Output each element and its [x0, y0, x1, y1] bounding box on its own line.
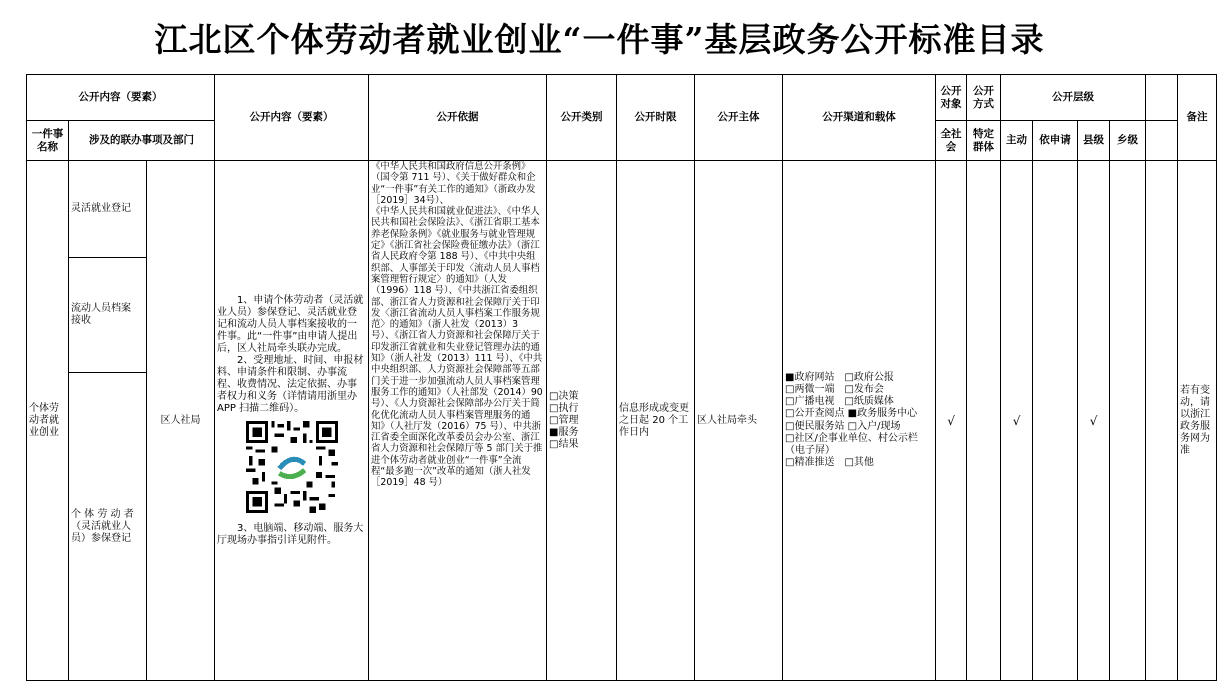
- sub-item-3: 个 体 劳 动 者 （灵活就业人 员）参保登记: [69, 373, 147, 681]
- content-text-1: 1、申请个体劳动者（灵活就业人员）参保登记、灵活就业登记和流动人员人事档案接收的一件事。此“一件事”由申请人提出后，区人社局牵头联办完成。 2、受理地址、时间、申报材料、申请条件和限制、办事流程、收费情况、法定依据、办事者权力和义务（详情请用浙里办 APP 扫描二维码）。: [217, 294, 364, 414]
- header-target: 公开 对象: [936, 75, 967, 121]
- header-linked-items: 涉及的联办事项及部门: [69, 121, 215, 161]
- header-time-limit: 公开时限: [617, 75, 695, 161]
- target-all-cell: √: [936, 161, 967, 681]
- header-channel: 公开渠道和载体: [783, 75, 936, 161]
- content-cell: [215, 161, 369, 681]
- level-county-cell: √: [1078, 161, 1110, 681]
- channel-cell: ■政府网站 □政府公报 □两微一端 □发布会 □广播电视 □纸质媒体 □公开查阅点 ■政务服务中心 □便民服务站 □入户/现场 □社区/企事业单位、村公示栏（电子屏） □精准推送 □其他: [783, 161, 936, 681]
- header-method-active: 主动: [1001, 121, 1033, 161]
- header-level: 公开层级: [1001, 75, 1146, 121]
- target-specific-cell: [967, 161, 1001, 681]
- header-subject: 公开主体: [695, 75, 783, 161]
- department-cell: 区人社局: [147, 161, 215, 681]
- sub-item-1: 灵活就业登记: [69, 161, 147, 258]
- header-target-all: 全社 会: [936, 121, 967, 161]
- header-target-specific: 特定 群体: [967, 121, 1001, 161]
- method-active-cell: √: [1001, 161, 1033, 681]
- header-content: 公开内容（要素）: [215, 75, 369, 161]
- catalog-table: [26, 74, 1217, 681]
- header-remark-top: [1146, 75, 1178, 121]
- header-method-request: 依申请: [1033, 121, 1078, 161]
- level-town-cell: [1110, 161, 1146, 681]
- header-basis: 公开依据: [369, 75, 547, 161]
- header-method: 公开 方式: [967, 75, 1001, 121]
- header-content-group: 公开内容（要素）: [27, 75, 215, 121]
- header-level-town: 乡级: [1110, 121, 1146, 161]
- time-limit-cell: 信息形成或变更之日起 20 个工作日内: [617, 161, 695, 681]
- content-text-2: 3、电脑端、移动端、服务大厅现场办事指引详见附件。: [217, 522, 364, 546]
- qr-code-icon: [246, 421, 338, 513]
- remark-cell: 若有变动，请以浙江政务服务网为准: [1178, 161, 1217, 681]
- category-cell: □决策 □执行 □管理 ■服务 □结果: [547, 161, 617, 681]
- header-level-county: 县级: [1078, 121, 1110, 161]
- sub-item-2: 流动人员档案 接收: [69, 258, 147, 373]
- item-name-cell: 个体劳 动者就 业创业: [27, 161, 69, 681]
- subject-cell: 区人社局牵头: [695, 161, 783, 681]
- header-item-name: 一件事 名称: [27, 121, 69, 161]
- header-remark: 备注: [1178, 75, 1217, 161]
- header-category: 公开类别: [547, 75, 617, 161]
- extra-cell: [1146, 161, 1178, 681]
- method-request-cell: [1033, 161, 1078, 681]
- basis-cell: 《中华人民共和国政府信息公开条例》（国令第 711 号）、《关于做好群众和企业“一件事”有关工作的通知》（浙政办发［2019］34号）、 《中华人民共和国就业促进法》、《中华人民共和国社会保险法》、《浙江省职工基本养老保险条例》《就业服务与就业管理规定》《浙江省社会保险费征缴办法》（浙江省人民政府令第 188 号）、《中共中央组织部、人事部关于印发〈流动人员人事档案管理暂行规定〉的通知》（人发（1996）118 号）、《中共浙江省委组织部、浙江省人力资源和社会保障厅关于印发〈浙江省流动人员人事档案工作服务规范〉的通知》（浙人社发（2013）3 号）、《浙江省人力资源和社会保障厅关于印发浙江省就业和失业登记管理办法的通知》（浙人社发（2013）111 号）、《中共中央组织部、人力资源社会保障部等五部门关于进一步加强流动人员人事档案管理服务工作的通知》（人社部发（2014）90 号）、《人力资源社会保障部办公厅关于简化优化流动人员人事档案管理服务的通知》（人社厅发（2016）75 号）、中共浙江省委全面深化改革委员会办公室、浙江省人力资源和社会保障厅等 5 部门关于推进个体劳动者就业创业“一件事”全流程“最多跑一次”改革的通知（浙人社发［2019］48 号）: [369, 161, 547, 681]
- page-title: 江北区个体劳动者就业创业“一件事”基层政务公开标准目录: [154, 20, 1045, 59]
